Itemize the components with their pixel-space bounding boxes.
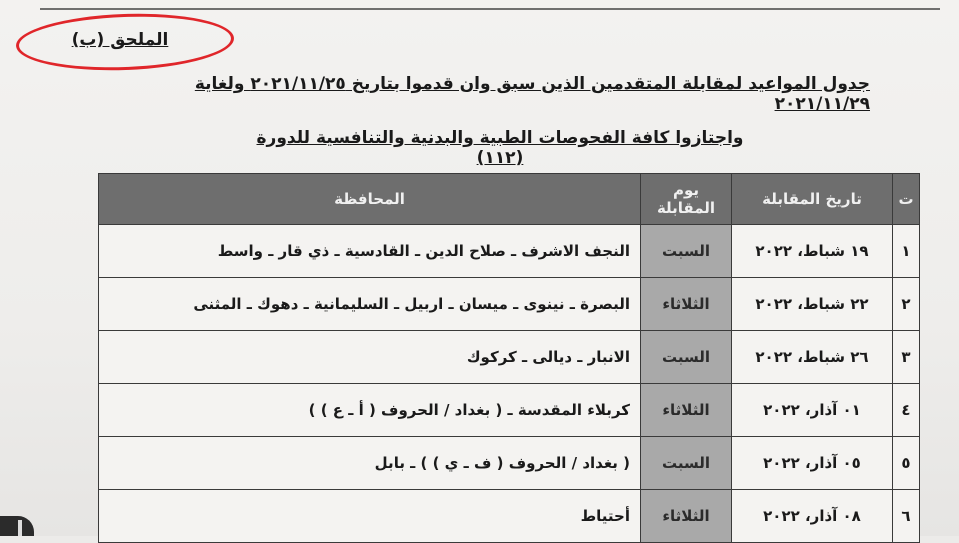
row-date: ٢٢ شباط، ٢٠٢٢ bbox=[732, 278, 893, 331]
header-no: ت bbox=[893, 174, 920, 225]
header-day: يوم المقابلة bbox=[641, 174, 732, 225]
interview-schedule-table bbox=[98, 173, 920, 543]
row-day: السبت bbox=[641, 437, 732, 490]
row-day: الثلاثاء bbox=[641, 278, 732, 331]
row-governorate: الانبار ـ ديالى ـ كركوك bbox=[99, 331, 641, 384]
table-row bbox=[99, 384, 920, 437]
row-no: ٤ bbox=[893, 384, 920, 437]
row-date: ٢٦ شباط، ٢٠٢٢ bbox=[732, 331, 893, 384]
row-no: ٣ bbox=[893, 331, 920, 384]
row-no: ٦ bbox=[893, 490, 920, 543]
document-title-line-2: واجتازوا كافة الفحوصات الطبية والبدنية والتنافسية للدورة (١١٢) bbox=[256, 128, 744, 168]
row-no: ٥ bbox=[893, 437, 920, 490]
row-date: ٠١ آذار، ٢٠٢٢ bbox=[732, 384, 893, 437]
table-row bbox=[99, 490, 920, 543]
row-governorate: ( بغداد / الحروف ( ف ـ ي ) ) ـ بابل bbox=[99, 437, 641, 490]
row-date: ٠٨ آذار، ٢٠٢٢ bbox=[732, 490, 893, 543]
row-date: ١٩ شباط، ٢٠٢٢ bbox=[732, 225, 893, 278]
row-day: السبت bbox=[641, 331, 732, 384]
row-governorate: النجف الاشرف ـ صلاح الدين ـ القادسية ـ ذي قار ـ واسط bbox=[99, 225, 641, 278]
row-no: ١ bbox=[893, 225, 920, 278]
header-date: تاريخ المقابلة bbox=[732, 174, 893, 225]
row-no: ٢ bbox=[893, 278, 920, 331]
table-header-row bbox=[99, 174, 920, 225]
row-day: الثلاثاء bbox=[641, 384, 732, 437]
row-governorate: كربلاء المقدسة ـ ( بغداد / الحروف ( أ ـ ع ) ) bbox=[99, 384, 641, 437]
table-row bbox=[99, 225, 920, 278]
table-row bbox=[99, 278, 920, 331]
page-top-border bbox=[40, 8, 940, 10]
row-day: السبت bbox=[641, 225, 732, 278]
document-title-line-1: جدول المواعيد لمقابلة المتقدمين الذين سبق وان قدموا بتاريخ ٢٠٢١/١١/٢٥ ولغاية ٢٠٢١/١١/٢٩ bbox=[194, 74, 870, 114]
table-row bbox=[99, 331, 920, 384]
row-day: الثلاثاء bbox=[641, 490, 732, 543]
watermark-logo-fragment bbox=[0, 516, 34, 536]
header-governorate: المحافظة bbox=[99, 174, 641, 225]
row-governorate: أحتياط bbox=[99, 490, 641, 543]
table-row bbox=[99, 437, 920, 490]
row-date: ٠٥ آذار، ٢٠٢٢ bbox=[732, 437, 893, 490]
row-governorate: البصرة ـ نينوى ـ ميسان ـ اربيل ـ السليمانية ـ دهوك ـ المثنى bbox=[99, 278, 641, 331]
annex-label: الملحق (ب) bbox=[71, 30, 169, 50]
